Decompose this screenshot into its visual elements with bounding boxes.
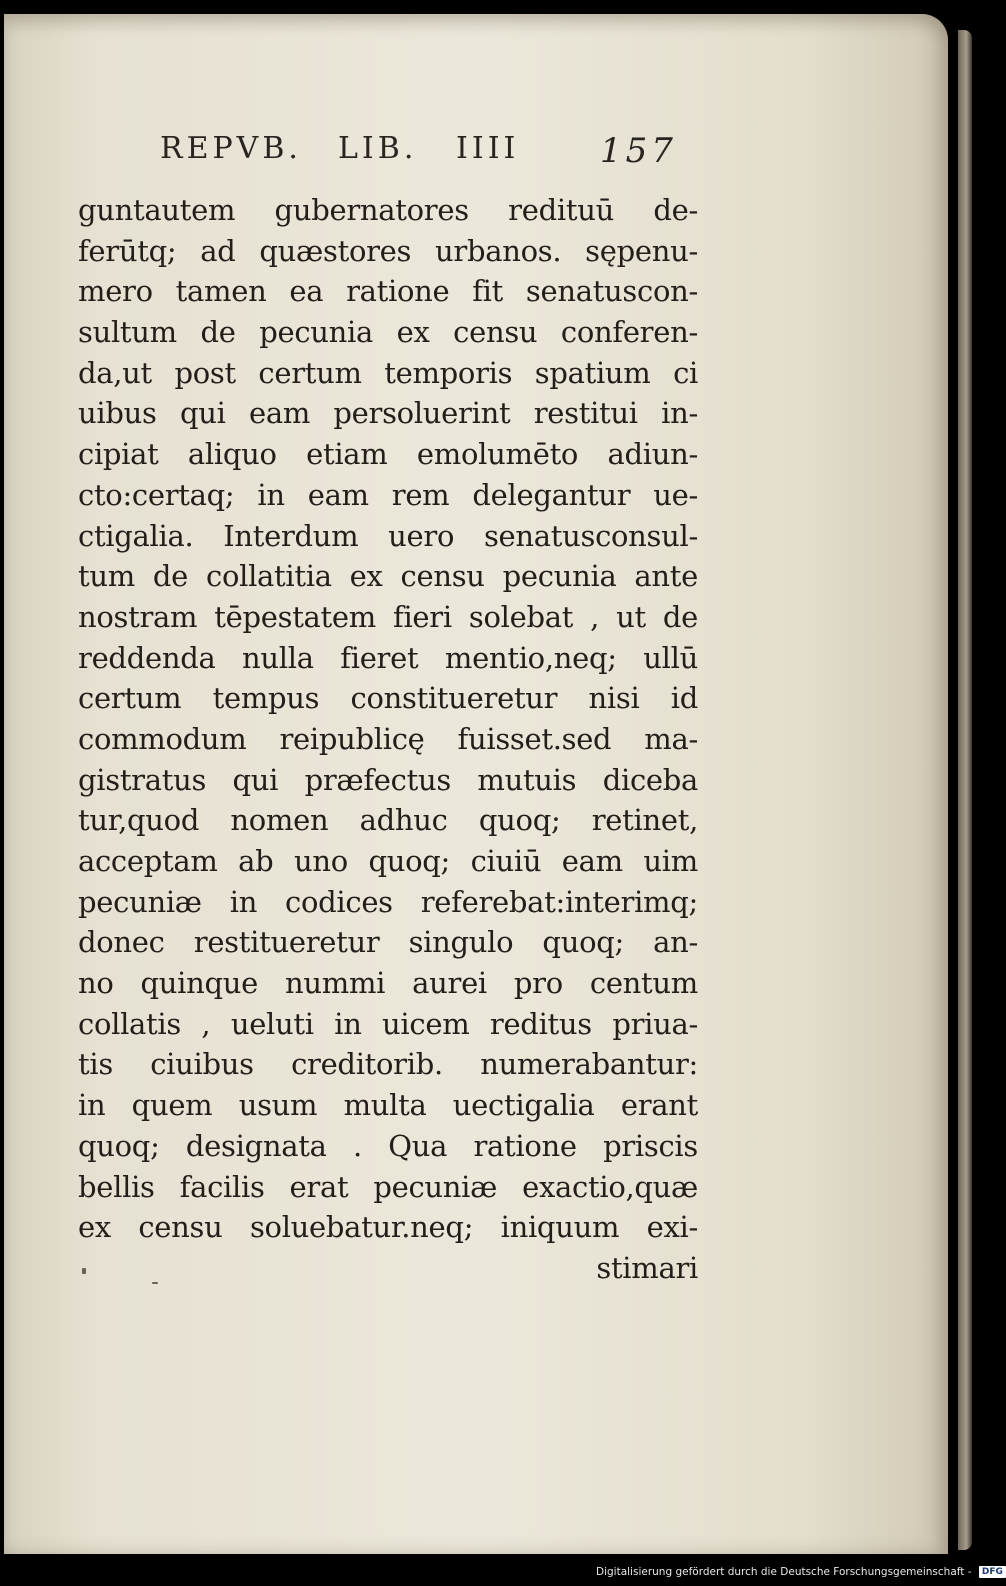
text-line: commodum reipublicę fuisset.sed ma- [78, 721, 698, 756]
running-head [160, 131, 680, 183]
text-line: tur,quod nomen adhuc quoq; retinet, [78, 803, 698, 838]
ink-speck [82, 1268, 86, 1274]
text-line: reddenda nulla fieret mentio,neq; ullū [78, 640, 698, 675]
running-head-title: REPVB. [160, 131, 302, 166]
running-head-volume: IIII [456, 131, 520, 166]
text-line: sultum de pecunia ex censu conferen- [78, 315, 698, 350]
page-edge [958, 30, 972, 1550]
text-line: nostram tēpestatem fieri solebat , ut de [78, 599, 698, 634]
text-line: certum tempus constitueretur nisi id [78, 681, 698, 716]
footer-credit [596, 1566, 1006, 1584]
text-line: acceptam ab uno quoq; ciuiū eam uim [78, 844, 698, 878]
text-line: gistratus qui præfectus mutuis diceba [78, 762, 698, 797]
text-line: tis ciuibus creditorib. numerabantur: [78, 1047, 698, 1082]
text-line: cto:certaq; in eam rem delegantur ue- [78, 477, 698, 512]
text-line: ex censu soluebatur.neq; iniquum exi- [78, 1210, 698, 1245]
text-line: no quinque nummi aurei pro centum [78, 966, 698, 1001]
text-line: uibus qui eam persoluerint restitui in- [78, 396, 698, 431]
dfg-logo: DFG [979, 1566, 1006, 1578]
text-line: mero tamen ea ratione fit senatuscon- [78, 274, 698, 309]
text-line: ferūtq; ad quæstores urbanos. sępenu- [78, 233, 698, 268]
running-head-book: LIB. [338, 131, 418, 166]
text-line: da,ut post certum temporis spatium ci [78, 355, 698, 390]
text-line: bellis facilis erat pecuniæ exactio,quæ [78, 1169, 698, 1204]
text-line: ctigalia. Interdum uero senatusconsul- [78, 518, 698, 553]
text-line: quoq; designata . Qua ratione priscis [78, 1128, 698, 1163]
text-line: in quem usum multa uectigalia erant [78, 1088, 698, 1123]
ink-speck [152, 1282, 158, 1284]
text-line: stimari [596, 1250, 698, 1285]
text-line: collatis , ueluti in uicem reditus priua- [78, 1006, 698, 1041]
text-line: pecuniæ in codices referebat:interimq; [78, 884, 698, 919]
book-page [4, 14, 948, 1554]
text-line: tum de collatitia ex censu pecunia ante [78, 559, 698, 594]
text-line: guntautem gubernatores redituū de- [78, 193, 698, 227]
text-line: donec restitueretur singulo quoq; an- [78, 925, 698, 960]
page-number: 157 [600, 131, 677, 171]
text-line: cipiat aliquo etiam emolumēto adiun- [78, 437, 698, 472]
footer-credit-text: Digitalisierung gefördert durch die Deutsche Forschungsgemeinschaft - [596, 1566, 972, 1578]
body-text [78, 190, 698, 1289]
